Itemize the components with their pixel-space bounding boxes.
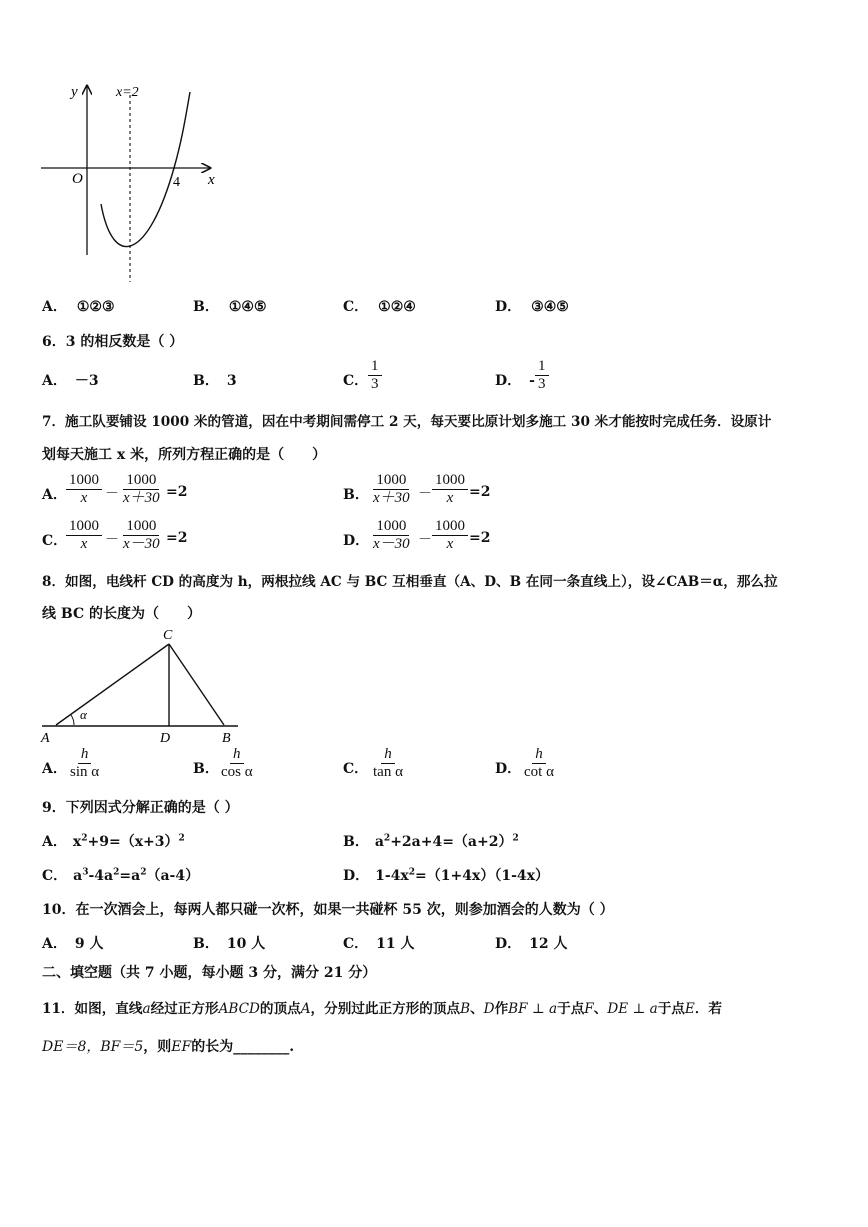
pole-figure bbox=[38, 624, 243, 746]
q9-option-b[interactable]: B． $a^2+2a+4=(a+2)^2$ bbox=[343, 833, 519, 850]
q7-b-minus: － bbox=[418, 486, 432, 502]
q7-a-minus: － bbox=[105, 486, 119, 502]
q7-c-frac1: $\frac{1000}{x}$ bbox=[66, 518, 102, 553]
root-label: 4 bbox=[173, 175, 180, 190]
y-axis-label: y bbox=[71, 84, 78, 100]
q8-a-fraction: $\frac{h}{\text{sin α}}$ bbox=[70, 746, 100, 780]
q8-b-fraction: $\frac{h}{\text{cos α}}$ bbox=[221, 746, 253, 780]
q8-c-fraction: $\frac{h}{\text{tan α}}$ bbox=[373, 746, 403, 780]
label-a: A bbox=[41, 731, 50, 746]
q10-option-d[interactable]: D． 12 人 bbox=[495, 936, 568, 952]
x-axis-label: x bbox=[208, 172, 215, 188]
q7-option-c[interactable]: C． bbox=[42, 533, 68, 549]
q6-option-b[interactable]: B． 3 bbox=[193, 373, 237, 389]
q11-line1: 11．如图，直线a经过正方形ABCD的顶点A，分别过此正方形的顶点B、D作BF ⊥ a于点F、DE ⊥ a于点E．若 bbox=[42, 1001, 722, 1017]
q7-a-rhs: =2 bbox=[166, 484, 188, 500]
q5-option-a[interactable]: A． ①②③ bbox=[42, 299, 115, 315]
q11-line2: DE＝8，BF＝5，则EF的长为________. bbox=[42, 1039, 295, 1055]
q6-d-fraction: $\frac{1}{3}$ bbox=[535, 358, 549, 393]
cable-ac bbox=[56, 644, 169, 725]
q7-option-b[interactable]: B． bbox=[343, 487, 369, 503]
q9-option-d[interactable]: D． $1-4x^2=(1+4x)(1-4x)$ bbox=[343, 867, 549, 884]
q7-b-frac2: $\frac{1000}{x}$ bbox=[432, 472, 468, 507]
label-b: B bbox=[222, 731, 231, 746]
parabola-figure bbox=[38, 80, 228, 285]
q8-stem-line2: 线 BC 的长度为（ ） bbox=[42, 606, 201, 622]
q7-d-minus: － bbox=[418, 532, 432, 548]
q6-option-c[interactable]: C． bbox=[343, 373, 369, 389]
q8-d-fraction: $\frac{h}{\text{cot α}}$ bbox=[524, 746, 554, 780]
q10-option-a[interactable]: A． 9 人 bbox=[42, 936, 104, 952]
q7-b-frac1: $\frac{1000}{x+30}$ bbox=[373, 472, 410, 506]
q5-option-c[interactable]: C． ①②④ bbox=[343, 299, 416, 315]
q8-option-d[interactable]: D． bbox=[495, 761, 522, 777]
label-d: D bbox=[160, 731, 171, 746]
q7-d-frac1: $\frac{1000}{x-30}$ bbox=[373, 518, 410, 552]
cable-bc bbox=[169, 644, 224, 725]
q7-a-frac1: $\frac{1000}{x}$ bbox=[66, 472, 102, 507]
q7-option-d[interactable]: D． bbox=[343, 533, 370, 549]
section-heading: 二、填空题（共 7 小题，每小题 3 分，满分 21 分） bbox=[42, 965, 377, 981]
q9-option-c[interactable]: C． $a^3-4a^2=a^2(a-4)$ bbox=[42, 867, 200, 884]
q7-option-a[interactable]: A． bbox=[42, 487, 67, 503]
answer-blank[interactable]: ________ bbox=[233, 1039, 290, 1055]
label-alpha: α bbox=[80, 707, 87, 722]
q5-option-d[interactable]: D． ③④⑤ bbox=[495, 299, 569, 315]
q6-option-a[interactable]: A． －3 bbox=[42, 373, 99, 389]
angle-arc bbox=[71, 715, 74, 725]
q7-b-rhs: =2 bbox=[469, 484, 491, 500]
q6-option-d[interactable]: D． - bbox=[495, 373, 535, 389]
q8-option-b[interactable]: B． bbox=[193, 761, 219, 777]
origin-label: O bbox=[72, 171, 83, 187]
q8-option-a[interactable]: A． bbox=[42, 761, 67, 777]
q7-stem-line2: 划每天施工 x 米，所列方程正确的是（ ） bbox=[42, 447, 327, 463]
q5-option-b[interactable]: B． ①④⑤ bbox=[193, 299, 267, 315]
q7-d-frac2: $\frac{1000}{x}$ bbox=[432, 518, 468, 553]
q7-c-minus: － bbox=[105, 532, 119, 548]
q10-stem: 10．在一次酒会上，每两人都只碰一次杯，如果一共碰杯 55 次，则参加酒会的人数为（ ） bbox=[42, 902, 614, 918]
label-c: C bbox=[163, 628, 173, 643]
q9-option-a[interactable]: A． $x^2+9=(x+3)^2$ bbox=[42, 833, 185, 850]
q7-a-frac2: $\frac{1000}{x+30}$ bbox=[123, 472, 160, 506]
q7-d-rhs: =2 bbox=[469, 530, 491, 546]
q7-c-frac2: $\frac{1000}{x-30}$ bbox=[123, 518, 160, 552]
q6-c-fraction: $\frac{1}{3}$ bbox=[368, 358, 382, 393]
q10-option-c[interactable]: C． 11 人 bbox=[343, 936, 415, 952]
vline-label: x=2 bbox=[116, 85, 139, 100]
q8-option-c[interactable]: C． bbox=[343, 761, 369, 777]
q7-stem-line1: 7．施工队要铺设 1000 米的管道，因在中考期间需停工 2 天，每天要比原计划多施工 30 米才能按时完成任务．设原计 bbox=[42, 414, 772, 430]
q8-stem-line1: 8．如图，电线杆 CD 的高度为 h，两根拉线 AC 与 BC 互相垂直（A、D、B 在同一条直线上），设∠CAB＝α，那么拉 bbox=[42, 574, 778, 590]
q6-stem: 6．3 的相反数是（ ） bbox=[42, 334, 184, 350]
q10-option-b[interactable]: B． 10 人 bbox=[193, 936, 266, 952]
q9-stem: 9．下列因式分解正确的是（ ） bbox=[42, 800, 239, 816]
parabola-curve bbox=[101, 92, 190, 247]
q7-c-rhs: =2 bbox=[166, 530, 188, 546]
